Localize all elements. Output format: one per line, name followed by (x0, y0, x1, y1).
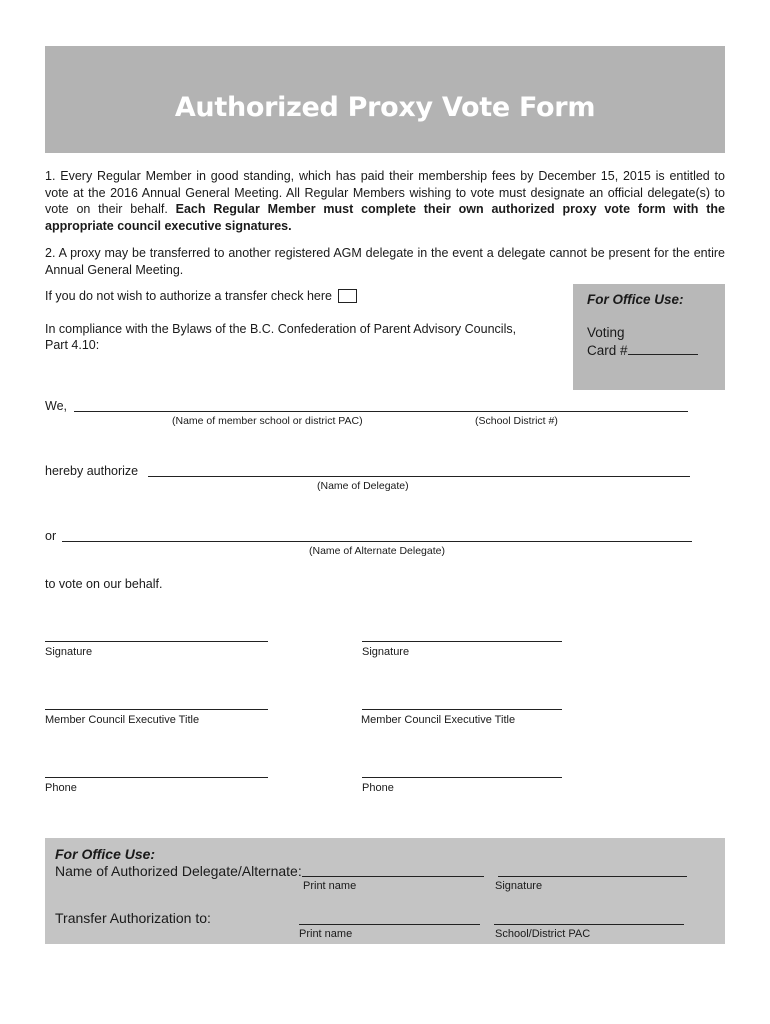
signature-label-right: Signature (362, 646, 410, 658)
phone-label-right: Phone (362, 782, 394, 794)
header-band (45, 46, 725, 153)
school-pac-caption: School/District PAC (495, 928, 591, 940)
bottom-office-use-box (45, 838, 725, 944)
delegate-name-caption: (Name of Delegate) (317, 480, 409, 492)
title-field-right[interactable] (362, 709, 562, 710)
page-title: Authorized Proxy Vote Form (174, 92, 596, 123)
authorize-label: hereby authorize (45, 464, 139, 478)
phone-label-left: Phone (45, 782, 77, 794)
bottom-office-title: For Office Use: (55, 846, 156, 862)
signature-field-right[interactable] (362, 641, 562, 642)
transfer-paragraph: 2. A proxy may be transferred to another registered AGM delegate in the event a delegate cannot be present for the entire Annual General Meeting. (45, 246, 725, 277)
school-district-caption: (School District #) (475, 415, 558, 427)
delegate-name-field[interactable] (148, 476, 690, 477)
print-name-caption-2: Print name (299, 928, 353, 940)
transfer-check-row (45, 288, 357, 304)
authorized-delegate-label: Name of Authorized Delegate/Alternate: (55, 863, 302, 879)
compliance-line-2: Part 4.10: (45, 338, 100, 352)
alternate-delegate-caption: (Name of Alternate Delegate) (309, 545, 445, 557)
pac-name-field[interactable] (74, 411, 688, 412)
transfer-print-name-field[interactable] (299, 924, 480, 925)
office-use-title: For Office Use: (587, 292, 684, 307)
transfer-school-pac-field[interactable] (494, 924, 684, 925)
transfer-authorization-label: Transfer Authorization to: (55, 910, 211, 926)
title-field-left[interactable] (45, 709, 268, 710)
signature-label-left: Signature (45, 646, 93, 658)
card-number-field[interactable] (628, 342, 698, 355)
or-label: or (45, 529, 57, 543)
voting-label: Voting (587, 325, 625, 340)
eligibility-paragraph (45, 168, 725, 234)
transfer-checkbox[interactable] (338, 289, 357, 303)
eligibility-text: 1. Every Regular Member in good standing, which has paid their membership fees by December 15, 2015 is entitled to vote at the 2016 Annual General Meeting. All Regular Members wishing to vote must designate an official delegate(s) to vote on their behalf. (45, 169, 725, 216)
alternate-delegate-field[interactable] (62, 541, 692, 542)
delegate-print-name-field[interactable] (302, 876, 484, 877)
pac-name-caption: (Name of member school or district PAC) (172, 415, 363, 427)
signature-caption: Signature (495, 880, 543, 892)
compliance-line-1: In compliance with the Bylaws of the B.C. Confederation of Parent Advisory Councils, (45, 322, 517, 336)
delegate-signature-field[interactable] (498, 876, 687, 877)
title-label-right: Member Council Executive Title (361, 714, 516, 726)
phone-field-right[interactable] (362, 777, 562, 778)
card-number-row (587, 342, 698, 358)
phone-field-left[interactable] (45, 777, 268, 778)
behalf-text: to vote on our behalf. (45, 577, 163, 591)
title-label-left: Member Council Executive Title (45, 714, 200, 726)
we-label: We, (45, 399, 67, 413)
card-label: Card # (587, 343, 628, 358)
office-use-box (573, 284, 725, 390)
print-name-caption-1: Print name (303, 880, 357, 892)
signature-field-left[interactable] (45, 641, 268, 642)
eligibility-bold-text: Each Regular Member must complete their own authorized proxy vote form with the appropriate council executive signatures. (45, 202, 725, 233)
transfer-check-label: If you do not wish to authorize a transfer check here (45, 289, 332, 303)
